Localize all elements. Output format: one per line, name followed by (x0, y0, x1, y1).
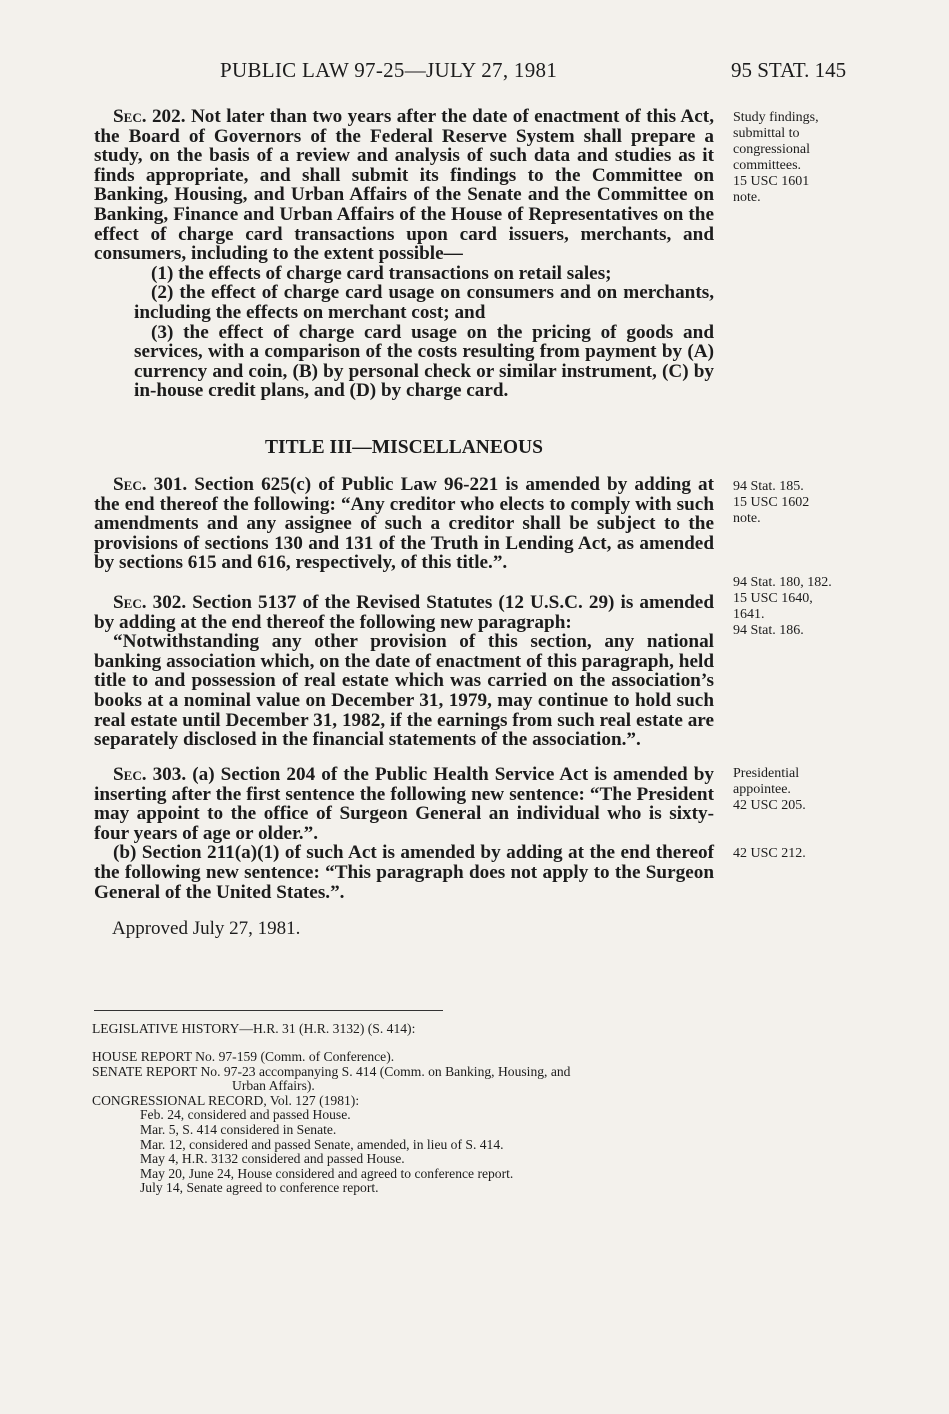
legislative-history (92, 1050, 732, 1196)
margin-note-presidential-appointee: Presidential appointee. 42 USC 205. (733, 766, 806, 813)
approval-date: Approved July 27, 1981. (112, 918, 301, 939)
legislative-history-heading: LEGISLATIVE HISTORY—H.R. 31 (H.R. 3132) (S. 414): (92, 1021, 416, 1036)
section-302 (94, 593, 714, 750)
sec202-item-3: (3) the effect of charge card usage on the pricing of goods and services, with a comparison of the costs resulting from payment by (A) currency and coin, (B) by personal check or similar instrument, (C) by in-house credit plans, and (D) by charge card. (134, 321, 714, 402)
section-301 (94, 475, 714, 573)
page-header (0, 58, 949, 88)
history-entry: July 14, Senate agreed to conference report. (140, 1180, 379, 1196)
history-entry: May 20, June 24, House considered and agreed to conference report. (140, 1165, 514, 1181)
header-stat-page: 95 STAT. 145 (731, 58, 847, 82)
senate-report-continued: Urban Affairs). (232, 1078, 315, 1094)
margin-note-sec302: 94 Stat. 180, 182. 15 USC 1640, 1641. 94 Stat. 186. (733, 575, 832, 638)
margin-note-sec301: 94 Stat. 185. 15 USC 1602 note. (733, 479, 810, 526)
sec303-paragraph-b: (b) Section 211(a)(1) of such Act is amended by adding at the end thereof the following new sentence: “This paragraph does not apply to the Surgeon General of the United States.”. (94, 842, 714, 903)
sec202-item-2: (2) the effect of charge card usage on consumers and on merchants, including the effects on merchant cost; and (134, 282, 714, 323)
margin-note-sec303b: 42 USC 212. (733, 846, 806, 861)
history-entry: Mar. 5, S. 414 considered in Senate. (140, 1121, 337, 1137)
history-entry: May 4, H.R. 3132 considered and passed House. (140, 1151, 405, 1167)
senate-report: SENATE REPORT No. 97-23 accompanying S. 414 (Comm. on Banking, Housing, and (92, 1063, 571, 1079)
sec303-paragraph-a: Sec. 303. (a) Section 204 of the Public Health Service Act is amended by inserting after the first sentence the following new sentence: “The President may appoint to the office of Surgeon General an individual who is sixty-four years of age or older.”. (94, 764, 714, 844)
sec302-quote: “Notwithstanding any other provision of this section, any national banking association which, on the date of enactment of this paragraph, held title to and possession of real estate which was carried on the association’s books at a nominal value on December 31, 1979, may continue to hold such real estate until December 31, 1982, if the earnings from such real estate are separately disclosed in the financial statements of the association.”. (94, 631, 714, 751)
title-heading: TITLE III—MISCELLANEOUS (265, 437, 543, 458)
sec-label: Sec. (113, 764, 147, 785)
section-202 (94, 107, 714, 401)
sec301-paragraph: Sec. 301. Section 625(c) of Public Law 96-221 is amended by adding at the end thereof the following: “Any creditor who elects to comply with such amendments and any assignee of such a creditor shall be subject to the provisions of sections 130 and 131 of the Truth in Lending Act, as amended by sections 615 and 616, respectively, of this title.”. (94, 474, 714, 574)
sec202-item-1: (1) the effects of charge card transactions on retail sales; (151, 262, 612, 284)
house-report: HOUSE REPORT No. 97-159 (Comm. of Conference). (92, 1049, 395, 1064)
sec302-paragraph: Sec. 302. Section 5137 of the Revised Statutes (12 U.S.C. 29) is amended by adding at the end thereof the following new paragraph: (94, 592, 714, 633)
section-303 (94, 765, 714, 902)
sec202-paragraph: Sec. 202. Not later than two years after the date of enactment of this Act, the Board of Governors of the Federal Reserve System shall prepare a study, on the basis of a review and analysis of such data and studies as it finds appropriate, and shall submit its findings to the Committee on Banking, Housing, and Urban Affairs of the Senate and the Committee on Banking, Finance and Urban Affairs of the House of Representatives on the effect of charge card transactions upon card issuers, merchants, and consumers, including to the extent possible— (94, 106, 714, 265)
sec-label: Sec. (113, 474, 147, 495)
history-entry: Feb. 24, considered and passed House. (140, 1107, 351, 1123)
header-title: PUBLIC LAW 97-25—JULY 27, 1981 (220, 58, 558, 82)
margin-note-study-findings: Study findings, submittal to congressional committees. 15 USC 1601 note. (733, 110, 819, 205)
history-entry: Mar. 12, considered and passed Senate, amended, in lieu of S. 414. (140, 1136, 504, 1152)
sec-label: Sec. (113, 592, 147, 613)
footnote-divider (94, 1010, 443, 1011)
congressional-record: CONGRESSIONAL RECORD, Vol. 127 (1981): (92, 1092, 360, 1108)
sec-label: Sec. (113, 106, 147, 127)
